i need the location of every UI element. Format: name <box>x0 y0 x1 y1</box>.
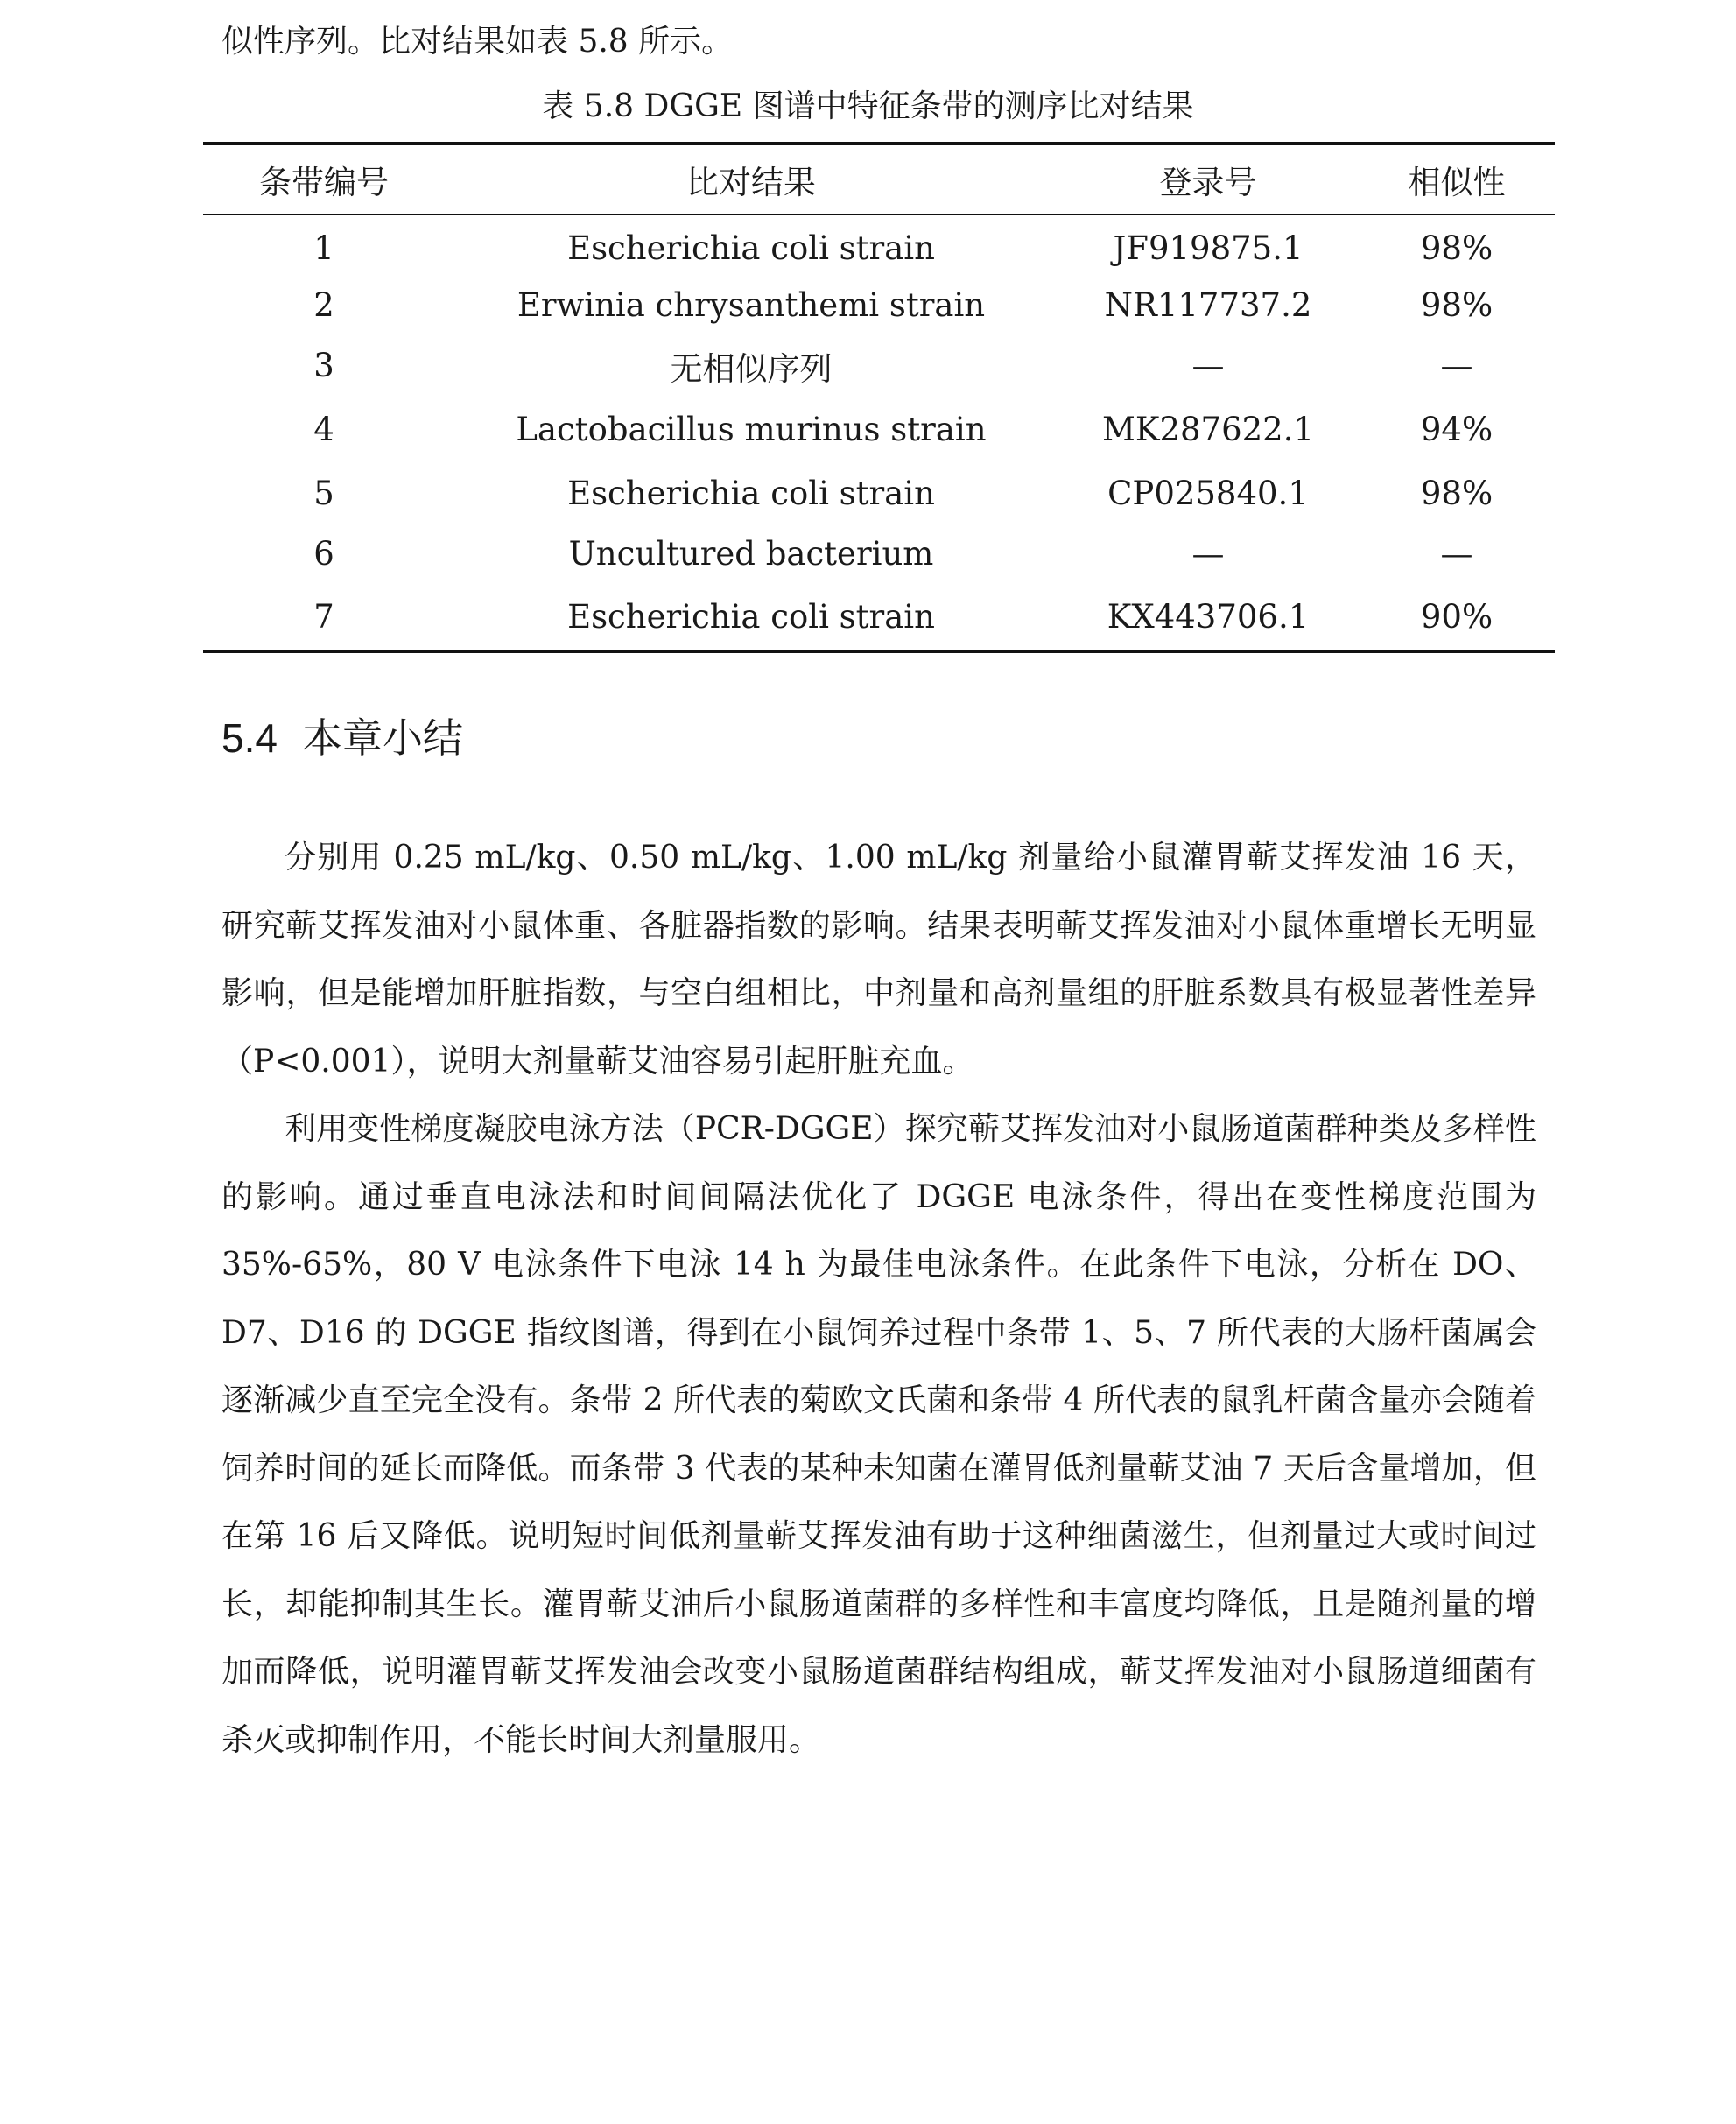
table-row <box>203 584 1555 651</box>
cell-alignment-result: Erwinia chrysanthemi strain <box>517 286 986 324</box>
cell-band-number: 2 <box>313 286 334 324</box>
cell-similarity: 94% <box>1420 411 1494 448</box>
section-body <box>221 824 1536 1774</box>
intro-line: 似性序列。比对结果如表 5.8 所示。 <box>221 24 734 60</box>
cell-accession-number: JF919875.1 <box>1113 229 1304 267</box>
cell-band-number: 7 <box>203 584 445 651</box>
cell-similarity: 90% <box>1359 584 1555 651</box>
cell-accession-number: MK287622.1 <box>1101 411 1315 448</box>
cell-similarity: 98% <box>1420 229 1494 267</box>
cell-alignment-result: Escherichia coli strain <box>567 475 935 512</box>
table-row <box>203 524 1555 584</box>
cell-band-number: 3 <box>313 347 334 384</box>
table-row <box>203 215 1555 275</box>
header-similarity: 相似性 <box>1359 144 1555 215</box>
results-table <box>203 142 1555 653</box>
cell-alignment-result: Escherichia coli strain <box>567 229 935 267</box>
paragraph: 利用变性梯度凝胶电泳方法（PCR-DGGE）探究蕲艾挥发油对小鼠肠道菌群种类及多样性的影响。通过垂直电泳法和时间间隔法优化了 DGGE 电泳条件，得出在变性梯度范围为 35%-65%，80 V 电泳条件下电泳 14 h 为最佳电泳条件。在此条件下电泳，分析在 DO、D7、D16 的 DGGE 指纹图谱，得到在小鼠饲养过程中条带 1、5、7 所代表的大肠杆菌属会逐渐减少直至完全没有。条带 2 所代表的菊欧文氏菌和条带 4 所代表的鼠乳杆菌含量亦会随着饲养时间的延长而降低。而条带 3 代表的某种未知菌在灌胃低剂量蕲艾油 7 天后含量增加，但在第 16 后又降低。说明短时间低剂量蕲艾挥发油有助于这种细菌滋生，但剂量过大或时间过长，却能抑制其生长。灌胃蕲艾油后小鼠肠道菌群的多样性和丰富度均降低，且是随剂量的增加而降低，说明灌胃蕲艾挥发油会改变小鼠肠道菌群结构组成，蕲艾挥发油对小鼠肠道细菌有杀灭或抑制作用，不能长时间大剂量服用。 <box>221 1111 1536 1758</box>
cell-band-number: 4 <box>313 411 334 448</box>
paragraph: 分别用 0.25 mL/kg、0.50 mL/kg、1.00 mL/kg 剂量给小鼠灌胃蕲艾挥发油 16 天，研究蕲艾挥发油对小鼠体重、各脏器指数的影响。结果表明蕲艾挥发油对小鼠体重增长无明显影响，但是能增加肝脏指数，与空白组相比，中剂量和高剂量组的肝脏系数具有极显著性差异（P<0.001），说明大剂量蕲艾油容易引起肝脏充血。 <box>221 840 1536 1080</box>
header-band-number: 条带编号 <box>203 144 445 215</box>
cell-similarity: 98% <box>1420 475 1494 512</box>
cell-band-number: 5 <box>313 475 334 512</box>
section-heading <box>221 707 463 769</box>
cell-similarity: — <box>1440 347 1473 384</box>
cell-accession-number: — <box>1191 535 1225 573</box>
cell-band-number: 1 <box>313 229 334 267</box>
table-caption: 表 5.8 DGGE 图谱中特征条带的测序比对结果 <box>542 88 1194 124</box>
cell-accession-number: — <box>1191 347 1225 384</box>
cell-alignment-result: Lactobacillus murinus strain <box>516 411 987 448</box>
cell-accession-number: NR117737.2 <box>1104 286 1312 324</box>
table-header-row <box>203 144 1555 215</box>
header-accession-number: 登录号 <box>1058 144 1359 215</box>
header-alignment-result: 比对结果 <box>445 144 1058 215</box>
cell-alignment-result: Uncultured bacterium <box>568 535 934 573</box>
table-row <box>203 335 1555 396</box>
cell-alignment-result: 无相似序列 <box>670 349 833 388</box>
section-title-text: 本章小结 <box>301 714 463 762</box>
cell-similarity: 98% <box>1420 286 1494 324</box>
table-row <box>203 396 1555 463</box>
table-row <box>203 463 1555 524</box>
section-number: 5.4 <box>221 715 278 761</box>
results-table-wrapper <box>203 142 1555 653</box>
cell-accession-number: CP025840.1 <box>1107 475 1309 512</box>
cell-accession-number: KX443706.1 <box>1058 584 1359 651</box>
cell-band-number: 6 <box>313 535 334 573</box>
cell-similarity: — <box>1440 535 1473 573</box>
cell-alignment-result: Escherichia coli strain <box>445 584 1058 651</box>
table-row <box>203 275 1555 335</box>
